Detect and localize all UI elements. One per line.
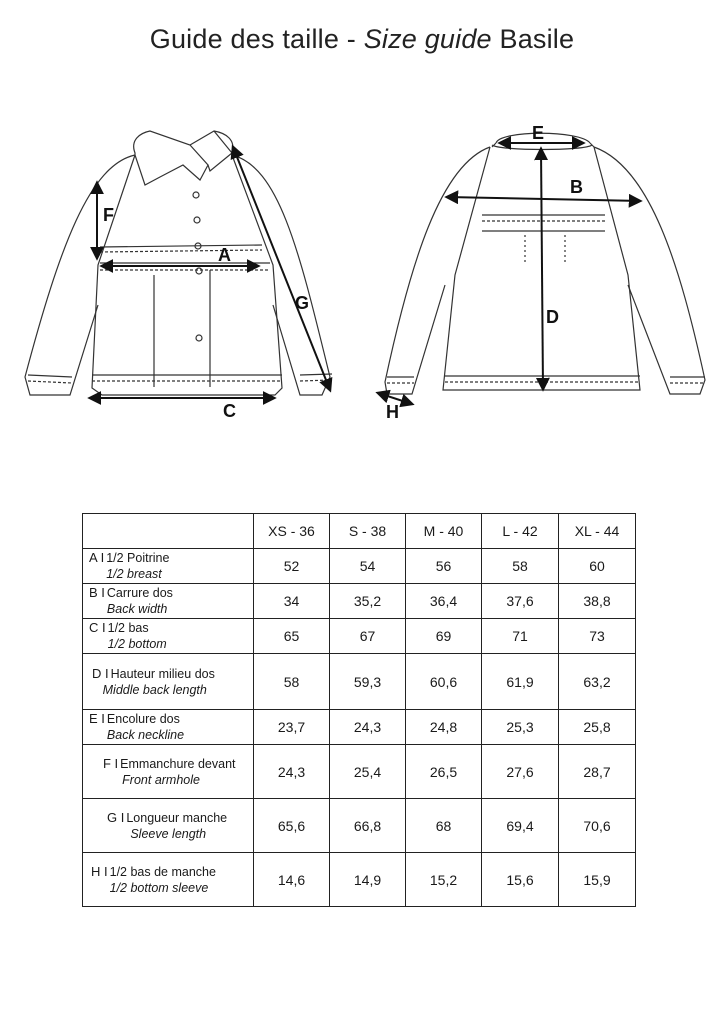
table-cell: 56 <box>406 549 482 584</box>
table-cell: 52 <box>254 549 330 584</box>
table-cell: 69,4 <box>482 799 559 853</box>
label-en: Middle back length <box>102 682 207 697</box>
label-fr: 1/2 bas <box>107 621 149 635</box>
table-cell: 61,9 <box>482 654 559 710</box>
table-cell: 71 <box>482 619 559 654</box>
table-cell: 24,8 <box>406 710 482 745</box>
label-en: 1/2 bottom <box>107 637 167 651</box>
row-label <box>83 619 254 654</box>
row-label <box>83 710 254 745</box>
row-letter: H I <box>91 863 108 879</box>
label-fr: Longueur manche <box>126 810 228 825</box>
row-letter: A I <box>89 550 105 565</box>
table-cell: 35,2 <box>330 584 406 619</box>
table-cell: 38,8 <box>559 584 636 619</box>
row-label <box>83 745 254 799</box>
table-cell: 27,6 <box>482 745 559 799</box>
table-cell: 58 <box>482 549 559 584</box>
label-fr: Hauteur milieu dos <box>110 666 215 681</box>
table-cell: 15,9 <box>559 853 636 907</box>
label-c: C <box>223 401 236 421</box>
front-view <box>25 131 332 395</box>
table-cell: 36,4 <box>406 584 482 619</box>
table-cell: 26,5 <box>406 745 482 799</box>
table-cell: 14,6 <box>254 853 330 907</box>
table-cell: 60,6 <box>406 654 482 710</box>
label-fr: Emmanchure devant <box>120 756 236 771</box>
table-row <box>83 853 636 907</box>
label-b: B <box>570 177 583 197</box>
label-h: H <box>386 402 399 422</box>
table-row <box>83 619 636 654</box>
table-row <box>83 654 636 710</box>
table-cell: 70,6 <box>559 799 636 853</box>
table-row <box>83 549 636 584</box>
table-cell: 25,8 <box>559 710 636 745</box>
table-row <box>83 584 636 619</box>
header-size: L - 42 <box>482 514 559 549</box>
label-fr: 1/2 Poitrine <box>106 551 170 565</box>
table-cell: 58 <box>254 654 330 710</box>
table-cell: 73 <box>559 619 636 654</box>
table-row <box>83 745 636 799</box>
row-letter: D I <box>92 665 109 681</box>
table-cell: 63,2 <box>559 654 636 710</box>
page-title <box>0 24 724 55</box>
label-en: Sleeve length <box>130 826 207 841</box>
label-fr: Carrure dos <box>106 586 173 600</box>
label-f: F <box>103 205 114 225</box>
row-label <box>83 799 254 853</box>
label-a: A <box>218 245 231 265</box>
label-en: Front armhole <box>122 772 200 787</box>
back-measurements <box>378 143 640 404</box>
label-en: Back neckline <box>106 728 185 742</box>
table-cell: 60 <box>559 549 636 584</box>
table-cell: 54 <box>330 549 406 584</box>
row-letter: C I <box>89 620 106 635</box>
title-suffix: Basile <box>491 24 575 54</box>
table-cell: 15,2 <box>406 853 482 907</box>
table-cell: 24,3 <box>330 710 406 745</box>
table-cell: 34 <box>254 584 330 619</box>
label-fr: Encolure dos <box>106 712 180 726</box>
header-empty <box>83 514 254 549</box>
row-letter: E I <box>89 711 105 726</box>
table-cell: 23,7 <box>254 710 330 745</box>
table-cell: 25,3 <box>482 710 559 745</box>
table-cell: 15,6 <box>482 853 559 907</box>
jacket-technical-drawing <box>0 95 724 435</box>
table-cell: 37,6 <box>482 584 559 619</box>
table-cell: 69 <box>406 619 482 654</box>
table-cell: 68 <box>406 799 482 853</box>
back-view <box>385 133 705 394</box>
table-cell: 67 <box>330 619 406 654</box>
row-letter: F I <box>103 755 119 771</box>
row-label <box>83 853 254 907</box>
header-size: S - 38 <box>330 514 406 549</box>
table-cell: 65,6 <box>254 799 330 853</box>
label-g: G <box>295 293 310 313</box>
row-label <box>83 654 254 710</box>
row-label <box>83 549 254 584</box>
row-letter: G I <box>107 809 125 825</box>
table-row <box>83 710 636 745</box>
label-fr: 1/2 bas de manche <box>109 864 216 879</box>
table-cell: 14,9 <box>330 853 406 907</box>
row-letter: B I <box>89 585 105 600</box>
title-italic: Size guide <box>363 24 492 54</box>
table-row <box>83 799 636 853</box>
table-cell: 28,7 <box>559 745 636 799</box>
table-header-row <box>83 514 636 549</box>
title-prefix: Guide des taille - <box>149 24 364 54</box>
row-label <box>83 584 254 619</box>
label-en: 1/2 bottom sleeve <box>109 880 209 895</box>
label-en: Back width <box>106 602 168 616</box>
table-cell: 59,3 <box>330 654 406 710</box>
label-en: 1/2 breast <box>106 567 162 581</box>
label-d: D <box>546 307 559 327</box>
table-cell: 65 <box>254 619 330 654</box>
header-size: XL - 44 <box>559 514 636 549</box>
table-cell: 25,4 <box>330 745 406 799</box>
table-cell: 24,3 <box>254 745 330 799</box>
header-size: XS - 36 <box>254 514 330 549</box>
header-size: M - 40 <box>406 514 482 549</box>
size-table <box>82 513 636 907</box>
table-cell: 66,8 <box>330 799 406 853</box>
label-e: E <box>532 123 545 143</box>
